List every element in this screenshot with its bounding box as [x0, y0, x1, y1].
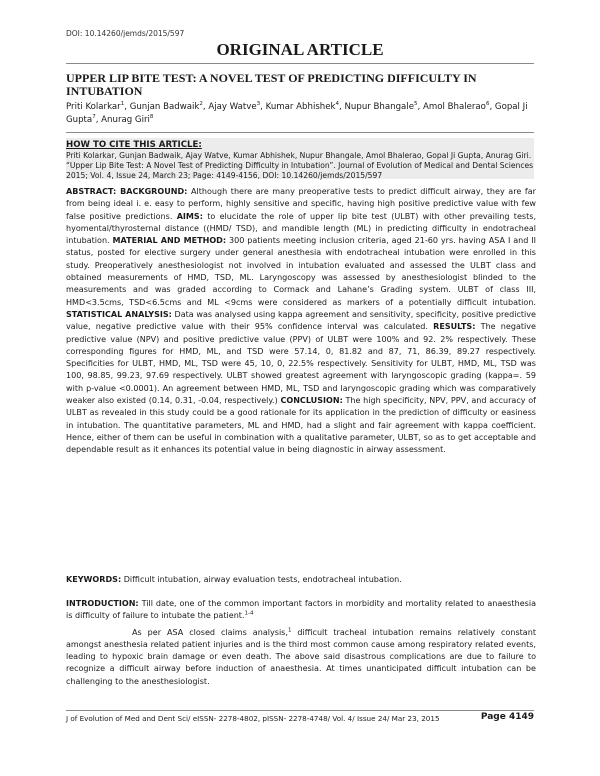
footer-citation: J of Evolution of Med and Dent Sci/ eISSN- 2278-4802, pISSN- 2278-4748/ Vol. 4/ Issue 24/ Mar 23, 2015 — [66, 714, 440, 723]
intro-paragraph: As per ASA closed claims analysis,$^1$ difficult tracheal intubation remains relatively constant amongst anesthesia related patient injuries and is the third most common cause among respiratory related events, leading to hypoxic brain damage or even death. The above said disastrous complications are due to failure to recognize a difficult airway before induction of anaesthesia. At times unanticipated difficult intubation can be challenging to the anesthesiologist. — [66, 626, 536, 686]
author: Priti Kolarkar$^1$ — [66, 101, 125, 112]
page-number: Page 4149 — [480, 712, 534, 722]
article-title: UPPER LIP BITE TEST: A NOVEL TEST OF PREDICTING DIFFICULTY IN INTUBATION — [66, 71, 477, 98]
cite-heading: HOW TO CITE THIS ARTICLE: — [66, 140, 202, 150]
keywords: KEYWORDS: Difficult intubation, airway evaluation tests, endotracheal intubation. — [66, 575, 402, 584]
doi: DOI: 10.14260/jemds/2015/597 — [66, 29, 185, 38]
header-rule — [66, 63, 534, 64]
author: Gopal Ji Gupta$^7$ — [66, 102, 528, 125]
author: Amol Bhalerao$^6$ — [422, 101, 490, 112]
author: Nupur Bhangale$^5$ — [344, 101, 418, 112]
author: Gunjan Badwaik$^2$ — [129, 101, 203, 112]
author: Kumar Abhishek$^4$ — [265, 101, 340, 112]
cite-text: Priti Kolarkar, Gunjan Badwaik, Ajay Watve, Kumar Abhishek, Nupur Bhangale, Amol Bhalerao, Gopal Ji Gupta, Anurag Giri. “Upper Lip Bite Test: A Novel Test of Predicting Difficulty in Intubation”. Journal of Evolution of Medical and Dental Sciences 2015; Vol. 4, Issue 24, March 23; Page: 4149-4156, DOI: 10.14260/jemds/2015/597 — [66, 151, 534, 181]
introduction — [66, 598, 536, 688]
footer-rule — [66, 710, 534, 711]
author-list: Priti Kolarkar$^1$, Gunjan Badwaik$^2$, Ajay Watve$^3$, Kumar Abhishek$^4$, Nupur Bhangale$^5$, Amol Bhalerao$^6$, Gopal Ji Gupta$^7$, Anurag Giri$^8$ — [66, 101, 528, 125]
abstract: ABSTRACT: BACKGROUND: Although there are many preoperative tests to predict difficult airway, they are far from being ideal i. e. easy to perform, highly sensitive and specific, having high positive predictive value with few false positive predictions. AIMS: to elucidate the role of upper lip bite test (ULBT) with other prevailing tests, hyomental/thyrosternal distance ((HMD/ TSD), and mandible length (ML) in predicting difficulty in endotracheal intubation. MATERIAL AND METHOD: 300 patients meeting inclusion criteria, aged 21-60 yrs. having ASA I and II status, posted for elective surgery under general anesthesia with endotracheal intubation were enrolled in this study. Preoperatively anesthesiologist not involved in intubation evaluated and assessed the ULBT class and obtained measurements of HMD, TSD, ML. Laryngoscopy was assessed by anesthesiologist blinded to the measurements and was graded according to Cormack and Lahane’s Grading system. ULBT of class III, HMD<3.5cms, TSD<6.5cms and ML <9cms were considered as markers of a potentially difficult intubation. STATISTICAL ANALYSIS: Data was analysed using kappa agreement and sensitivity, specificity, positive predictive value, negative predictive value with their 95% confidence interval was calculated. RESULTS: The negative predictive value (NPV) and positive predictive value (PPV) of ULBT were 100% and 92. 2% respectively. These corresponding figures for HMD, ML, and TSD were 57.14, 0, 81.82 and 87, 71, 86.39, 89.27 respectively. Specificities for ULBT, HMD, ML, TSD were 45, 10, 0, 22.5% respectively. Sensitivity for ULBT, HMD, ML, TSD was 100, 98.85, 99.23, 97.69 respectively. ULBT showed greatest agreement with laryngoscopic grading (kappa=. 59 with p-value <0.0001). An agreement between HMD, ML, TSD and laryngoscopic grading which was comparatively weaker also existed (0.14, 0.31, -0.04, respectively.) CONCLUSION: The high specificity, NPV, PPV, and accuracy of ULBT as revealed in this study could be a good rationale for its application in the prediction of difficulty or easiness in intubation. The quantitative parameters, ML and HMD, had a slight and fair agreement with kappa coefficient. Hence, either of them can be useful in combination with a qualitative parameter, ULBT, so as to get acceptable and dependable result as it enhances its potential value in being diagnostic in airway assessment. — [66, 187, 537, 455]
author: Ajay Watve$^3$ — [208, 101, 261, 112]
intro-paragraph: INTRODUCTION: Till date, one of the common important factors in morbidity and mortality related to anaesthesia is difficulty of failure to intubate the patient.$^{1-4}$ — [66, 599, 536, 621]
section-heading: ORIGINAL ARTICLE — [216, 40, 384, 59]
author: Anurag Giri$^8$ — [101, 114, 154, 125]
cite-rule — [66, 132, 534, 133]
